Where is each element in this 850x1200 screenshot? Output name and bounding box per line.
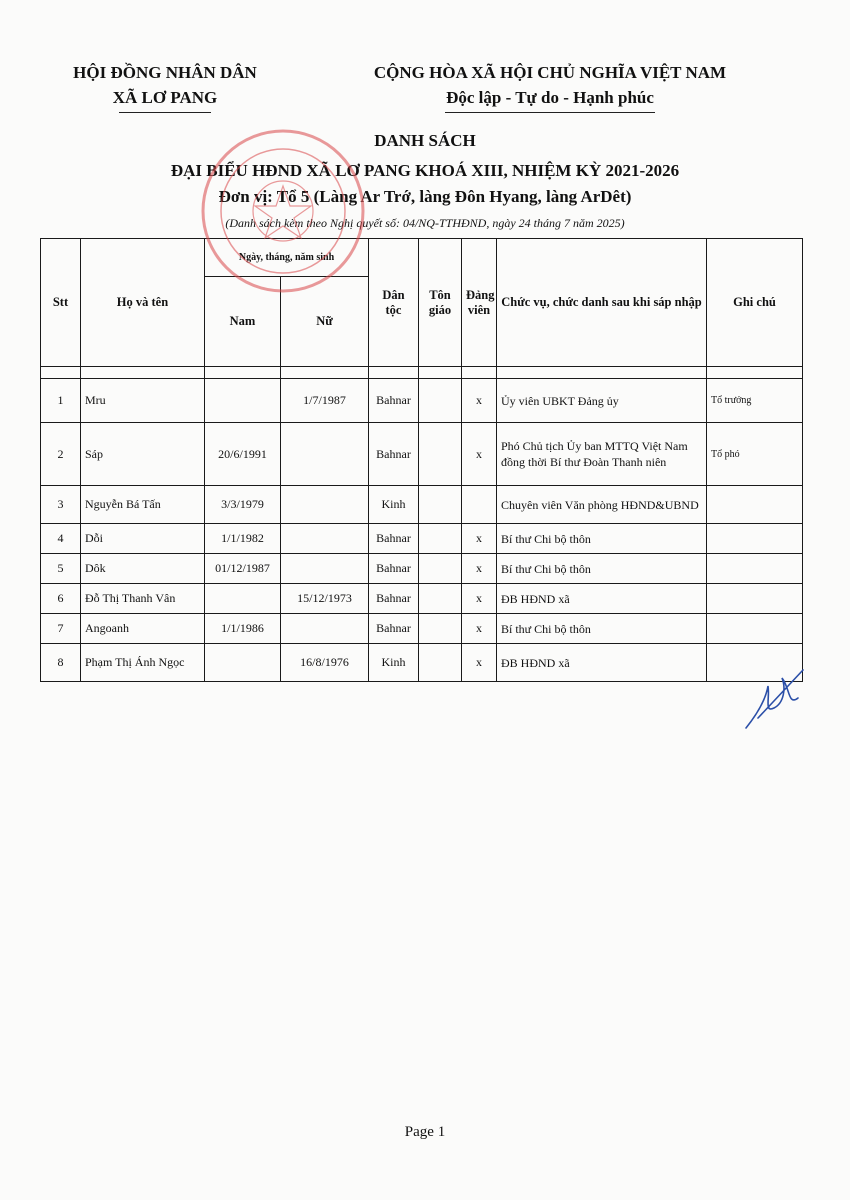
cell-note: Tổ trưởng [707, 379, 803, 423]
cell-position: ĐB HĐND xã [497, 644, 707, 682]
cell-name: Phạm Thị Ánh Ngọc [81, 644, 205, 682]
header-male: Nam [205, 277, 281, 367]
cell-stt: 4 [41, 524, 81, 554]
doc-title: DANH SÁCH [374, 131, 476, 150]
signature [738, 658, 808, 738]
cell-position: Phó Chủ tịch Ủy ban MTTQ Việt Nam đồng thời Bí thư Đoàn Thanh niên [497, 423, 707, 486]
issuer-rule [119, 112, 211, 113]
cell-party: x [462, 379, 497, 423]
cell-party: x [462, 644, 497, 682]
cell-note [707, 584, 803, 614]
official-seal [198, 126, 368, 296]
table-row [41, 486, 803, 524]
motto-rule [445, 112, 655, 113]
table-row [41, 423, 803, 486]
cell-position: Chuyên viên Văn phòng HĐND&UBND [497, 486, 707, 524]
cell-position: Ủy viên UBKT Đảng ủy [497, 379, 707, 423]
cell-note [707, 614, 803, 644]
cell-male [205, 379, 281, 423]
header-position: Chức vụ, chức danh sau khi sáp nhập [497, 239, 707, 367]
table-row [41, 614, 803, 644]
cell-religion [419, 584, 462, 614]
cell-religion [419, 379, 462, 423]
table-row [41, 524, 803, 554]
cell-position: Bí thư Chi bộ thôn [497, 614, 707, 644]
page-number: Page 1 [404, 1124, 446, 1140]
cell-stt: 8 [41, 644, 81, 682]
cell-note: Tổ phó [707, 423, 803, 486]
header-female: Nữ [281, 277, 369, 367]
cell-note [707, 486, 803, 524]
cell-note [707, 524, 803, 554]
cell-party: x [462, 423, 497, 486]
cell-religion [419, 614, 462, 644]
cell-ethnicity: Bahnar [369, 379, 419, 423]
cell-ethnicity: Bahnar [369, 554, 419, 584]
cell-party: x [462, 614, 497, 644]
header-religion: Tôn giáo [419, 239, 462, 367]
cell-religion [419, 423, 462, 486]
header-ethnicity: Dân tộc [369, 239, 419, 367]
cell-stt: 6 [41, 584, 81, 614]
table-row [41, 584, 803, 614]
header-dob: Ngày, tháng, năm sinh [205, 239, 369, 277]
motto: Độc lập - Tự do - Hạnh phúc [446, 88, 654, 107]
header-party: Đảng viên [462, 239, 497, 367]
doc-subject: ĐẠI BIỂU HĐND XÃ LƠ PANG KHOÁ XIII, NHIỆM KỲ 2021-2026 [170, 161, 680, 180]
table-row [41, 644, 803, 682]
issuer-block [40, 60, 290, 113]
cell-position: ĐB HĐND xã [497, 584, 707, 614]
header-stt: Stt [41, 239, 81, 367]
cell-female [281, 554, 369, 584]
cell-party: x [462, 554, 497, 584]
header-name: Họ và tên [81, 239, 205, 367]
delegate-table [40, 238, 803, 682]
cell-name: Dỗi [81, 524, 205, 554]
doc-unit: Đơn vị: Tổ 5 (Làng Ar Trớ, làng Đôn Hyang, làng ArDêt) [218, 187, 632, 206]
issuer-line2: XÃ LƠ PANG [112, 88, 218, 107]
cell-female [281, 486, 369, 524]
doc-reference: (Danh sách kèm theo Nghị quyết số: 04/NQ-TTHĐND, ngày 24 tháng 7 năm 2025) [225, 216, 625, 230]
cell-party: x [462, 584, 497, 614]
cell-female [281, 423, 369, 486]
cell-party: x [462, 524, 497, 554]
cell-religion [419, 486, 462, 524]
cell-stt: 5 [41, 554, 81, 584]
cell-male [205, 644, 281, 682]
cell-party [462, 486, 497, 524]
cell-stt: 2 [41, 423, 81, 486]
cell-female: 1/7/1987 [281, 379, 369, 423]
cell-ethnicity: Bahnar [369, 524, 419, 554]
cell-name: Nguyễn Bá Tấn [81, 486, 205, 524]
cell-stt: 3 [41, 486, 81, 524]
cell-name: Dôk [81, 554, 205, 584]
cell-male [205, 584, 281, 614]
cell-male: 01/12/1987 [205, 554, 281, 584]
cell-female [281, 614, 369, 644]
cell-religion [419, 554, 462, 584]
header-note: Ghi chú [707, 239, 803, 367]
cell-female [281, 524, 369, 554]
cell-female: 15/12/1973 [281, 584, 369, 614]
cell-male: 1/1/1986 [205, 614, 281, 644]
cell-stt: 1 [41, 379, 81, 423]
cell-male: 1/1/1982 [205, 524, 281, 554]
cell-ethnicity: Kinh [369, 486, 419, 524]
cell-male: 20/6/1991 [205, 423, 281, 486]
issuer-line1: HỘI ĐỒNG NHÂN DÂN [73, 63, 257, 82]
cell-ethnicity: Bahnar [369, 584, 419, 614]
cell-religion [419, 524, 462, 554]
cell-position: Bí thư Chi bộ thôn [497, 554, 707, 584]
national-motto-block [325, 60, 775, 113]
cell-name: Sáp [81, 423, 205, 486]
cell-female: 16/8/1976 [281, 644, 369, 682]
cell-ethnicity: Bahnar [369, 423, 419, 486]
cell-religion [419, 644, 462, 682]
nation-name: CỘNG HÒA XÃ HỘI CHỦ NGHĨA VIỆT NAM [373, 63, 727, 82]
cell-male: 3/3/1979 [205, 486, 281, 524]
cell-position: Bí thư Chi bộ thôn [497, 524, 707, 554]
cell-stt: 7 [41, 614, 81, 644]
cell-name: Đỗ Thị Thanh Vân [81, 584, 205, 614]
cell-ethnicity: Bahnar [369, 614, 419, 644]
table-row [41, 379, 803, 423]
cell-name: Mru [81, 379, 205, 423]
cell-note [707, 554, 803, 584]
cell-name: Angoanh [81, 614, 205, 644]
table-row [41, 554, 803, 584]
cell-ethnicity: Kinh [369, 644, 419, 682]
